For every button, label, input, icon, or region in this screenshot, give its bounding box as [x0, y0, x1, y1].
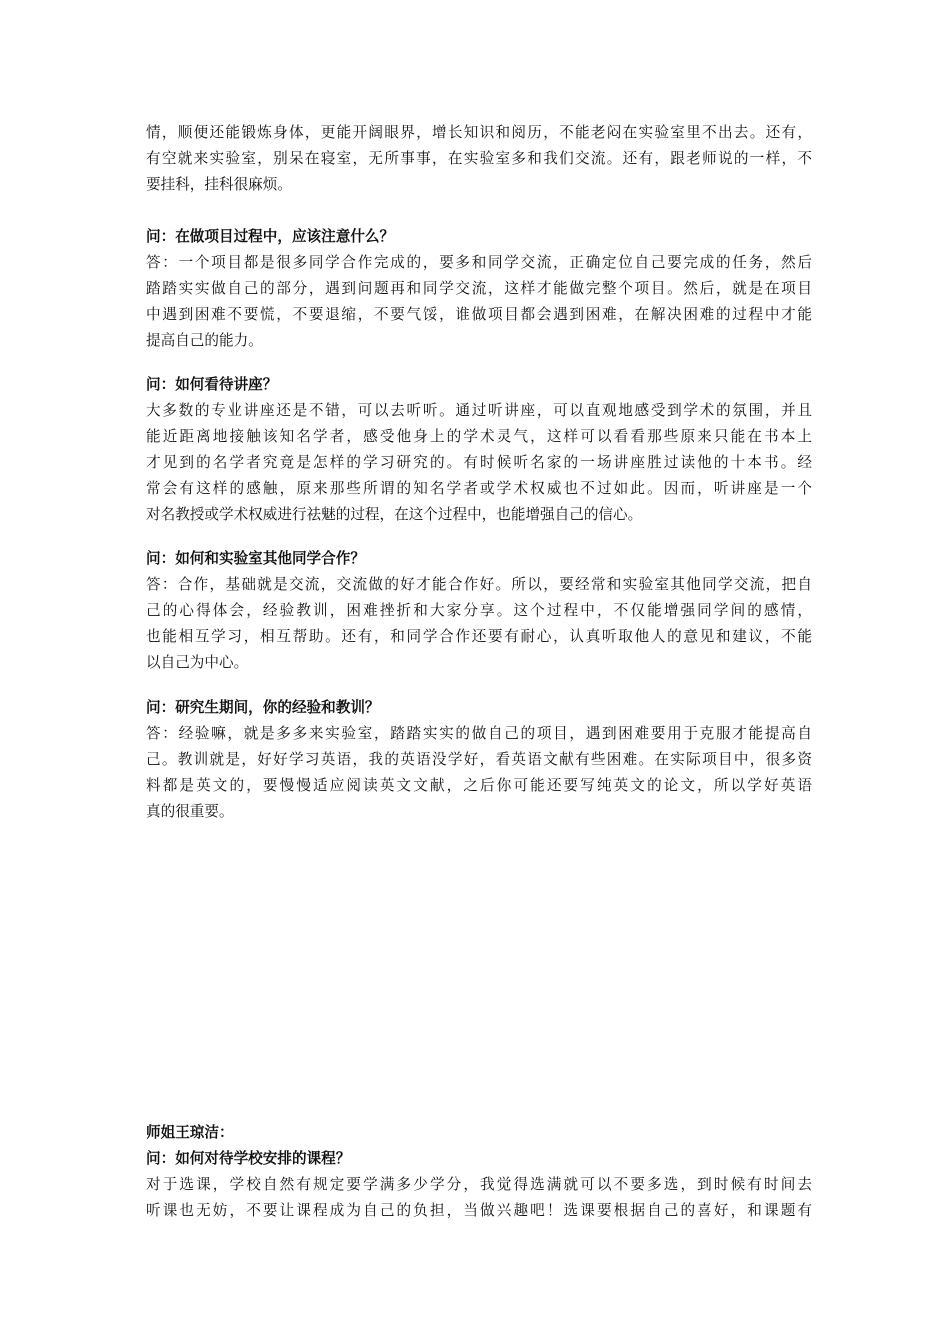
qa-item	[146, 695, 812, 825]
question-heading: 问：如何看待讲座？	[146, 376, 278, 393]
answer-line: 能近距离地接触该知名学者，感受他身上的学术灵气，这样可以看看那些原来只能在书本上	[146, 428, 812, 445]
question-heading: 问：研究生期间，你的经验和教训？	[146, 699, 380, 716]
answer-line: 踏踏实实做自己的部分，遇到问题再和同学交流，这样才能做完整个项目。然后，就是在项目	[146, 280, 812, 297]
answer-line: 提高自己的能力。	[146, 332, 263, 349]
answer-line: 己的心得体会，经验教训，困难挫折和大家分享。这个过程中，不仅能增强同学间的感情，	[146, 602, 812, 619]
intro-line: 情，顺便还能锻炼身体，更能开阔眼界，增长知识和阅历，不能老闷在实验室里不出去。还有，	[146, 124, 812, 141]
answer-line: 真的很重要。	[146, 803, 234, 820]
answer-line: 也能相互学习，相互帮助。还有，和同学合作还要有耐心，认真听取他人的意见和建议，不能	[146, 628, 812, 645]
answer-line: 答：合作，基础就是交流，交流做的好才能合作好。所以，要经常和实验室其他同学交流，把自	[146, 576, 812, 593]
answer-line: 料都是英文的，要慢慢适应阅读英文文献，之后你可能还要写纯英文的论文，所以学好英语	[146, 777, 812, 794]
qa-item	[146, 546, 812, 676]
answer-line: 对名教授或学术权威进行祛魅的过程，在这个过程中，也能增强自己的信心。	[146, 506, 643, 523]
qa-item	[146, 372, 812, 528]
answer-line: 才见到的名学者究竟是怎样的学习研究的。有时候听名家的一场讲座胜过读他的十本书。经	[146, 454, 812, 471]
intro-paragraph	[146, 120, 812, 198]
answer-line: 常会有这样的感触，原来那些所谓的知名学者或学术权威也不过如此。因而，听讲座是一个	[146, 480, 812, 497]
answer-line: 答：一个项目都是很多同学合作完成的，要多和同学交流，正确定位自己要完成的任务，然后	[146, 254, 812, 271]
intro-line: 有空就来实验室，别呆在寝室，无所事事，在实验室多和我们交流。还有，跟老师说的一样，不	[146, 150, 812, 167]
question-heading: 问：如何对待学校安排的课程？	[146, 1150, 351, 1167]
question-heading: 问：如何和实验室其他同学合作？	[146, 550, 365, 567]
answer-line: 大多数的专业讲座还是不错，可以去听听。通过听讲座，可以直观地感受到学术的氛围，并且	[146, 402, 812, 419]
answer-line: 对于选课，学校自然有规定要学满多少学分，我觉得选满就可以不要多选，到时候有时间去	[146, 1176, 812, 1193]
question-heading: 问：在做项目过程中，应该注意什么？	[146, 228, 395, 245]
answer-line: 己。教训就是，好好学习英语，我的英语没学好，看英语文献有些困难。在实际项目中，很多资	[146, 751, 812, 768]
answer-line: 中遇到困难不要慌，不要退缩，不要气馁，谁做项目都会遇到困难，在解决困难的过程中才能	[146, 306, 812, 323]
section-heading: 师姐王琼洁：	[146, 1124, 234, 1141]
answer-line: 答：经验嘛，就是多多来实验室，踏踏实实的做自己的项目，遇到困难要用于克服才能提高自	[146, 725, 812, 742]
intro-line: 要挂科，挂科很麻烦。	[146, 176, 292, 193]
answer-line: 听课也无妨，不要让课程成为自己的负担，当做兴趣吧！选课要根据自己的喜好，和课题有	[146, 1202, 812, 1219]
qa-item	[146, 224, 812, 354]
section-senior-sister	[146, 1120, 812, 1224]
answer-line: 以自己为中心。	[146, 654, 249, 671]
